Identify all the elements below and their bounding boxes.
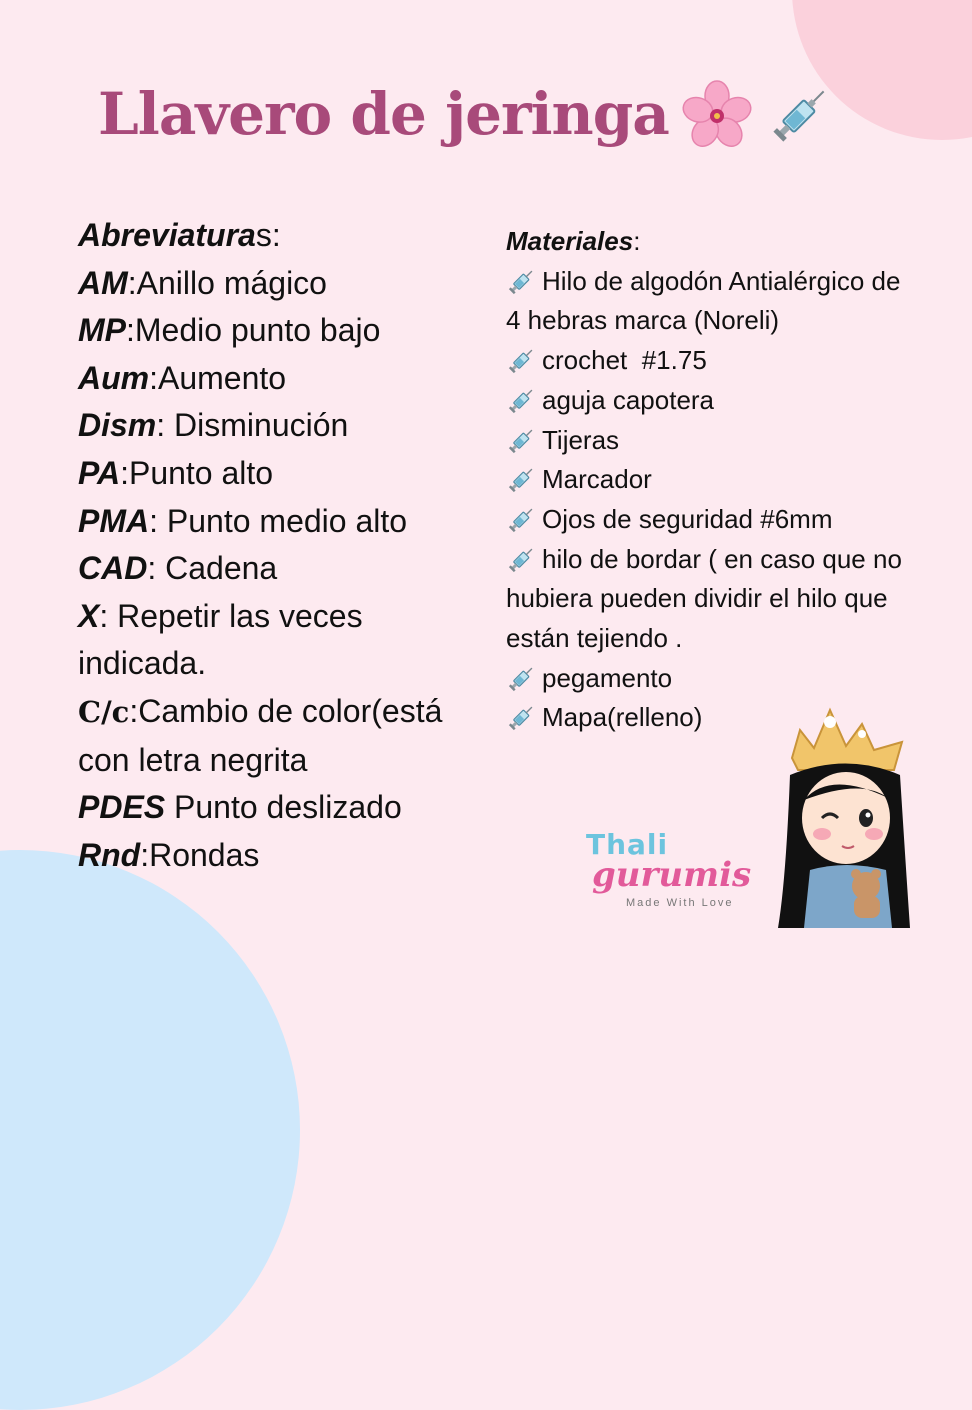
abbreviation-text: Medio punto bajo (134, 312, 381, 349)
abbreviation-item (78, 784, 488, 832)
abbreviation-item (78, 498, 488, 546)
materials-list (506, 222, 916, 738)
syringe-icon (765, 78, 837, 150)
syringe-icon (506, 266, 538, 296)
abbreviation-item (78, 450, 488, 498)
abbreviation-item (78, 688, 488, 784)
abbreviation-key: Rnd (78, 836, 141, 873)
syringe-icon (506, 425, 538, 455)
abbreviation-text: Punto deslizado (174, 789, 402, 826)
abbreviation-separator: : (140, 836, 150, 873)
abbreviation-item (78, 260, 488, 308)
syringe-icon (506, 663, 538, 693)
material-item (506, 301, 916, 341)
abbreviation-item (78, 545, 488, 593)
abbreviation-key: CAD (78, 550, 148, 587)
abbreviation-item (78, 402, 488, 450)
syringe-icon (506, 345, 538, 375)
material-item (506, 500, 916, 540)
abbreviation-text: Disminución (174, 407, 349, 444)
abbreviation-text: Cambio de color(está con letra negrita (78, 692, 443, 778)
syringe-icon (506, 702, 538, 732)
syringe-icon (506, 464, 538, 494)
princess-illustration (770, 700, 920, 940)
page-title (98, 78, 837, 150)
material-item (506, 540, 916, 659)
abbreviation-text: Aumento (158, 359, 287, 396)
material-text: aguja capotera (542, 384, 715, 415)
material-item (506, 381, 916, 421)
abbreviations-heading (78, 212, 488, 260)
abbreviation-key: Dism (78, 407, 157, 444)
cherry-blossom-icon (681, 78, 753, 150)
material-text: hilo de bordar ( en caso que no hubiera pueden dividir el hilo que están tejiendo . (506, 543, 910, 654)
abbreviation-key: C/c (78, 694, 130, 729)
abbreviations-list (78, 212, 488, 879)
syringe-icon (506, 385, 538, 415)
syringe-icon (506, 544, 538, 574)
abbreviation-item (78, 355, 488, 403)
abbreviation-separator: : (99, 597, 118, 634)
background-blob-blue (0, 850, 300, 1410)
abbreviation-key: PMA (78, 502, 150, 539)
thaligurumis-logo (586, 828, 776, 928)
abbreviation-separator: : (156, 407, 175, 444)
material-text: Tijeras (542, 424, 620, 455)
abbreviation-item (78, 832, 488, 880)
abbreviation-text: Punto alto (128, 454, 274, 491)
abbreviation-text: Punto medio alto (166, 502, 408, 539)
abbreviation-separator: : (127, 264, 137, 301)
abbreviation-text: Rondas (149, 836, 260, 873)
abbreviation-key: PDES (78, 789, 166, 826)
material-text: Mapa(relleno) (542, 702, 703, 733)
abbreviation-key: AM (78, 264, 128, 301)
material-item (506, 421, 916, 461)
abbreviation-key: PA (78, 454, 121, 491)
logo-top-text: Thali (586, 828, 669, 861)
abbreviation-text: Anillo mágico (136, 264, 327, 301)
material-text: 4 hebras marca (Noreli) (506, 305, 780, 336)
abbreviations-heading-bold: Abreviatura (78, 217, 256, 253)
abbreviation-separator: : (120, 454, 129, 491)
abbreviation-text: Cadena (165, 550, 278, 587)
materials-heading (506, 222, 916, 262)
abbreviation-separator: : (126, 312, 135, 349)
abbreviation-text: Repetir las veces indicada. (78, 597, 363, 682)
abbreviation-separator: : (147, 550, 166, 587)
material-text: Ojos de seguridad #6mm (542, 503, 833, 534)
logo-sub-text: Made With Love (626, 897, 734, 909)
material-text: Hilo de algodón Antialérgico de (542, 265, 901, 296)
logo-main-text: gurumis (592, 855, 752, 895)
abbreviation-key: Aum (78, 359, 150, 396)
abbreviation-separator: : (129, 692, 139, 729)
materials-heading-sep: : (633, 226, 641, 256)
abbreviation-item (78, 593, 488, 688)
materials-heading-text: Materiales (506, 226, 634, 256)
material-text: crochet #1.75 (542, 345, 707, 376)
abbreviation-key: MP (78, 312, 126, 349)
abbreviation-separator: : (149, 359, 158, 396)
material-text: Marcador (542, 464, 652, 495)
material-text: pegamento (542, 662, 673, 693)
syringe-icon (506, 504, 538, 534)
material-item (506, 262, 916, 302)
page-title-text: Llavero de jeringa (98, 80, 669, 148)
material-item (506, 341, 916, 381)
material-item (506, 460, 916, 500)
abbreviation-item (78, 307, 488, 355)
abbreviations-heading-rest: s: (255, 217, 281, 253)
abbreviation-separator: : (149, 502, 167, 539)
material-item (506, 659, 916, 699)
abbreviation-separator (165, 789, 174, 825)
abbreviation-key: X (78, 597, 100, 634)
